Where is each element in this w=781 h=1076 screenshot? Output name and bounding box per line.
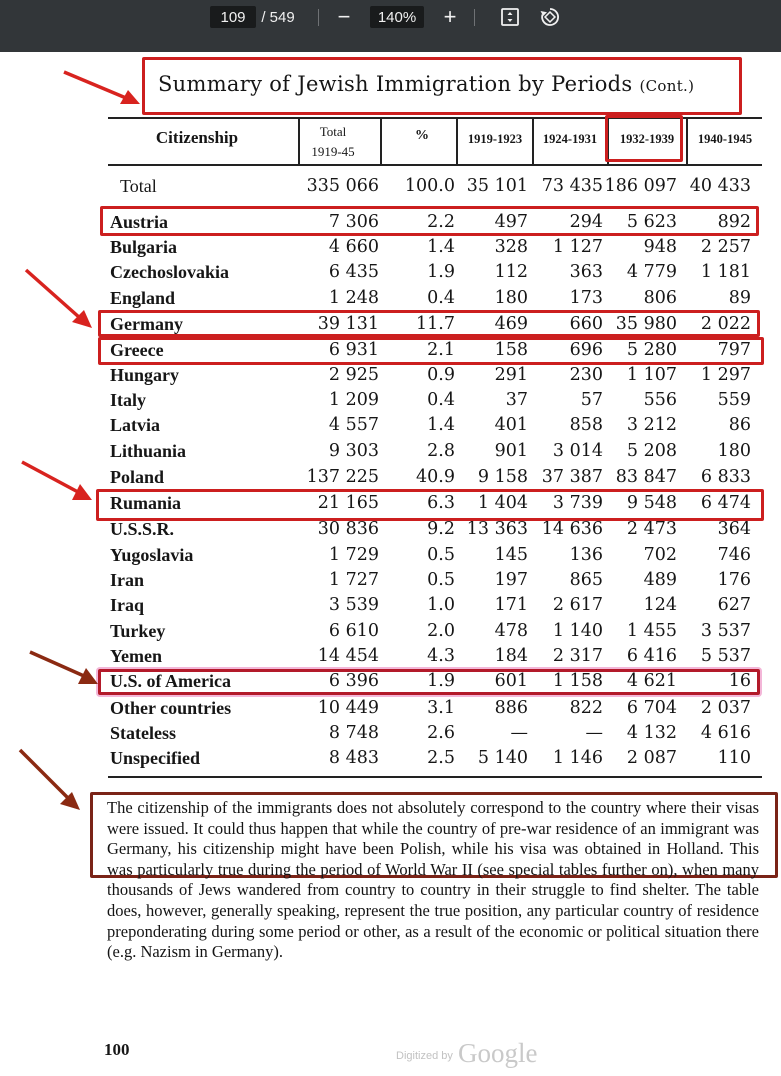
row-value: 136	[569, 545, 603, 565]
header-divider	[456, 118, 458, 164]
row-value: 2.0	[427, 621, 455, 641]
row-value: 6 704	[626, 698, 677, 718]
row-value: 4 132	[626, 723, 677, 743]
row-value: 40.9	[416, 467, 455, 487]
row-value: 2.6	[427, 723, 455, 743]
table-row-iraq	[0, 595, 781, 620]
row-label: Other countries	[110, 698, 232, 718]
google-watermark: Google	[458, 1038, 538, 1068]
zoom-level-input[interactable]: 140%	[370, 6, 424, 28]
row-value: 14 636	[541, 519, 603, 539]
total-pages: 549	[269, 8, 295, 26]
row-label: Italy	[110, 390, 146, 410]
row-value: 8 483	[328, 748, 379, 768]
row-value: 30 836	[317, 519, 379, 539]
row-value: 137 225	[306, 467, 379, 487]
title-suffix: (Cont.)	[639, 77, 695, 95]
row-value: 40 433	[689, 176, 751, 196]
table-row-lithuania	[0, 441, 781, 466]
brown-arrow-icon	[14, 746, 84, 814]
row-value: 478	[494, 621, 528, 641]
row-value: 2.2	[427, 212, 455, 232]
row-value: 180	[717, 441, 751, 461]
row-value: 2.5	[427, 748, 455, 768]
zoom-in-button[interactable]: +	[443, 4, 457, 29]
row-label: Unspecified	[110, 748, 200, 768]
row-value: 291	[494, 365, 528, 385]
row-value: 363	[569, 262, 603, 282]
row-value: 469	[494, 314, 528, 334]
title-text: Summary of Jewish Immigration by Periods	[158, 72, 633, 96]
header-divider	[380, 118, 382, 164]
page-number-input[interactable]: 109	[210, 6, 256, 28]
rumania-highlight-box	[96, 489, 764, 521]
row-value: 1 727	[328, 570, 379, 590]
table-header-rule	[108, 164, 762, 166]
table-row-unspecified	[0, 748, 781, 773]
row-value: 702	[643, 545, 677, 565]
row-label: Total	[120, 176, 157, 196]
row-value: 1 455	[626, 621, 677, 641]
row-label: Latvia	[110, 415, 161, 435]
row-value: 4 621	[626, 671, 677, 691]
row-value: 806	[643, 288, 677, 308]
row-value: 6 416	[626, 646, 677, 666]
row-value: 3.1	[427, 698, 455, 718]
row-value: 1 248	[328, 288, 379, 308]
row-value: 100.0	[404, 176, 455, 196]
row-value: 892	[717, 212, 751, 232]
row-value: 6 474	[700, 493, 751, 513]
row-label: Poland	[110, 467, 165, 487]
row-value: 5 537	[700, 646, 751, 666]
digitized-by-label: Digitized by	[396, 1050, 453, 1062]
table-row-total	[0, 176, 781, 201]
row-value: 948	[643, 237, 677, 257]
row-value: 1 181	[700, 262, 751, 282]
row-value: 1 140	[552, 621, 603, 641]
page-separator: /	[261, 8, 266, 26]
header-divider	[298, 118, 300, 164]
row-value: 6 610	[328, 621, 379, 641]
fit-page-button[interactable]	[497, 6, 523, 28]
row-value: 2 087	[626, 748, 677, 768]
brown-arrow-icon	[26, 648, 100, 688]
header-period-3: 1932-1939	[619, 132, 675, 146]
row-value: —	[585, 723, 603, 743]
usa-highlight-box	[98, 669, 760, 695]
header-percent: %	[415, 128, 429, 143]
red-arrow-icon	[60, 66, 144, 108]
page-total	[256, 6, 300, 28]
row-value: 180	[494, 288, 528, 308]
row-value: 9 158	[477, 467, 528, 487]
table-row-turkey	[0, 621, 781, 646]
table-row-ussr	[0, 519, 781, 544]
row-value: 0.9	[427, 365, 455, 385]
table-bottom-rule	[108, 776, 762, 778]
row-label: Yugoslavia	[110, 545, 194, 565]
row-value: 335 066	[306, 176, 379, 196]
row-label: Iran	[110, 570, 145, 590]
row-label: England	[110, 288, 176, 308]
row-value: 37 387	[541, 467, 603, 487]
row-value: 9 548	[626, 493, 677, 513]
row-value: 4 779	[626, 262, 677, 282]
table-row-iran	[0, 570, 781, 595]
row-value: 184	[494, 646, 528, 666]
row-value: 1 297	[700, 365, 751, 385]
row-value: 124	[643, 595, 677, 615]
row-value: 186 097	[604, 176, 677, 196]
row-value: 35 101	[466, 176, 528, 196]
table-row-yemen	[0, 646, 781, 671]
row-value: 1 146	[552, 748, 603, 768]
row-value: 1 404	[477, 493, 528, 513]
row-value: 2 473	[626, 519, 677, 539]
row-value: 4 616	[700, 723, 751, 743]
table-row-bulgaria	[0, 237, 781, 262]
row-label: Hungary	[110, 365, 180, 385]
row-value: 89	[728, 288, 751, 308]
table-row-other-countries	[0, 698, 781, 723]
row-value: 559	[717, 390, 751, 410]
row-value: —	[510, 723, 528, 743]
row-value: 5 208	[626, 441, 677, 461]
table-row-italy	[0, 390, 781, 415]
row-value: 1 158	[552, 671, 603, 691]
row-value: 2 317	[552, 646, 603, 666]
row-value: 83 847	[615, 467, 677, 487]
row-value: 1 729	[328, 545, 379, 565]
row-label: U.S.S.R.	[110, 519, 175, 539]
row-value: 696	[569, 340, 603, 360]
table-row-czechoslovakia	[0, 262, 781, 287]
row-value: 2 925	[328, 365, 379, 385]
row-value: 1 107	[626, 365, 677, 385]
row-value: 660	[569, 314, 603, 334]
row-value: 1.0	[427, 595, 455, 615]
row-value: 4.3	[427, 646, 455, 666]
row-value: 3 739	[552, 493, 603, 513]
row-value: 37	[505, 390, 528, 410]
row-value: 14 454	[317, 646, 379, 666]
row-value: 145	[494, 545, 528, 565]
row-value: 6.3	[427, 493, 455, 513]
row-value: 6 931	[328, 340, 379, 360]
row-value: 364	[717, 519, 751, 539]
row-value: 1 209	[328, 390, 379, 410]
toolbar-divider	[474, 9, 475, 26]
row-label: Stateless	[110, 723, 176, 743]
row-value: 86	[728, 415, 751, 435]
row-label: U.S. of America	[110, 671, 231, 691]
row-value: 21 165	[317, 493, 379, 513]
zoom-out-button[interactable]: −	[337, 4, 351, 29]
row-value: 35 980	[615, 314, 677, 334]
row-value: 328	[494, 237, 528, 257]
row-value: 1.9	[427, 671, 455, 691]
row-value: 3 539	[328, 595, 379, 615]
table-row-latvia	[0, 415, 781, 440]
row-label: Germany	[110, 314, 183, 334]
row-label: Lithuania	[110, 441, 187, 461]
row-value: 158	[494, 340, 528, 360]
row-value: 112	[494, 262, 528, 282]
row-value: 1.9	[427, 262, 455, 282]
row-value: 797	[717, 340, 751, 360]
row-value: 13 363	[466, 519, 528, 539]
fit-page-icon	[500, 7, 520, 27]
row-value: 11.7	[416, 314, 455, 334]
row-value: 39 131	[317, 314, 379, 334]
row-value: 4 660	[328, 237, 379, 257]
row-value: 16	[728, 671, 751, 691]
header-citizenship: Citizenship	[155, 128, 239, 147]
table-row-stateless	[0, 723, 781, 748]
row-label: Iraq	[110, 595, 145, 615]
row-value: 110	[717, 748, 751, 768]
row-value: 2.8	[427, 441, 455, 461]
period-1932-highlight-box	[605, 115, 683, 162]
red-arrow-icon	[20, 266, 96, 332]
row-value: 901	[494, 441, 528, 461]
printed-page-number: 100	[104, 1040, 130, 1059]
row-label: Greece	[110, 340, 164, 360]
greece-highlight-box	[98, 337, 764, 365]
row-value: 7 306	[328, 212, 379, 232]
row-value: 2 037	[700, 698, 751, 718]
row-value: 6 435	[328, 262, 379, 282]
row-label: Turkey	[110, 621, 166, 641]
row-value: 886	[494, 698, 528, 718]
header-total-line1: Total	[319, 124, 347, 139]
row-value: 489	[643, 570, 677, 590]
row-value: 0.5	[427, 570, 455, 590]
row-value: 1.4	[427, 415, 455, 435]
row-value: 176	[717, 570, 751, 590]
row-value: 230	[569, 365, 603, 385]
row-value: 822	[569, 698, 603, 718]
toolbar-divider	[318, 9, 319, 26]
germany-highlight-box	[98, 310, 760, 337]
header-period-4: 1940-1945	[697, 132, 753, 146]
row-value: 858	[569, 415, 603, 435]
row-value: 1.4	[427, 237, 455, 257]
row-value: 6 396	[328, 671, 379, 691]
row-value: 497	[494, 212, 528, 232]
row-value: 0.5	[427, 545, 455, 565]
row-label: Bulgaria	[110, 237, 178, 257]
row-value: 746	[717, 545, 751, 565]
pdf-viewer-toolbar	[0, 0, 781, 52]
header-period-1: 1919-1923	[467, 132, 523, 146]
row-value: 171	[494, 595, 528, 615]
row-value: 3 212	[626, 415, 677, 435]
row-value: 4 557	[328, 415, 379, 435]
red-arrow-icon	[18, 458, 94, 504]
row-value: 401	[494, 415, 528, 435]
row-value: 0.4	[427, 390, 455, 410]
row-value: 57	[580, 390, 603, 410]
row-value: 3 537	[700, 621, 751, 641]
row-label: Czechoslovakia	[110, 262, 229, 282]
row-value: 173	[569, 288, 603, 308]
rotate-icon	[539, 6, 561, 28]
rotate-button[interactable]	[537, 6, 563, 28]
row-value: 627	[717, 595, 751, 615]
row-value: 9.2	[427, 519, 455, 539]
row-value: 3 014	[552, 441, 603, 461]
row-value: 2.1	[427, 340, 455, 360]
footnote-paragraph: The citizenship of the immigrants does not absolutely correspond to the country where their visas were issued. It could thus happen that while the country of pre-war residence of an immigrant was Germany, his citizenship might have been Polish, while his visa was obtained in Holland. This was particularly true during the period of World War II (see special tables further on), when many thousands of Jews wandered from country to country in their struggle to find shelter. The table does, however, generally speaking, represent the true position, any particular country of residence preponderating during some period or other, as a result of the economic or political situation there (e.g. Nazism in Germany).	[107, 798, 759, 962]
row-value: 865	[569, 570, 603, 590]
row-value: 1 127	[552, 237, 603, 257]
title-highlight-box	[142, 57, 742, 115]
row-value: 2 257	[700, 237, 751, 257]
row-label: Yemen	[110, 646, 162, 666]
table-row-yugoslavia	[0, 545, 781, 570]
row-value: 556	[643, 390, 677, 410]
row-value: 0.4	[427, 288, 455, 308]
row-value: 197	[494, 570, 528, 590]
row-value: 5 623	[626, 212, 677, 232]
row-value: 5 280	[626, 340, 677, 360]
row-value: 2 617	[552, 595, 603, 615]
header-total-line2: 1919-45	[311, 144, 355, 159]
row-value: 5 140	[477, 748, 528, 768]
row-label: Rumania	[110, 493, 182, 513]
row-value: 10 449	[317, 698, 379, 718]
row-value: 73 435	[541, 176, 603, 196]
austria-highlight-box	[100, 206, 759, 236]
row-value: 2 022	[700, 314, 751, 334]
header-period-2: 1924-1931	[542, 132, 598, 146]
row-value: 294	[569, 212, 603, 232]
table-row-hungary	[0, 365, 781, 390]
row-value: 601	[494, 671, 528, 691]
row-value: 8 748	[328, 723, 379, 743]
document-page	[0, 52, 781, 1076]
row-label: Austria	[110, 212, 168, 232]
row-value: 6 833	[700, 467, 751, 487]
row-value: 9 303	[328, 441, 379, 461]
header-total	[302, 122, 364, 162]
